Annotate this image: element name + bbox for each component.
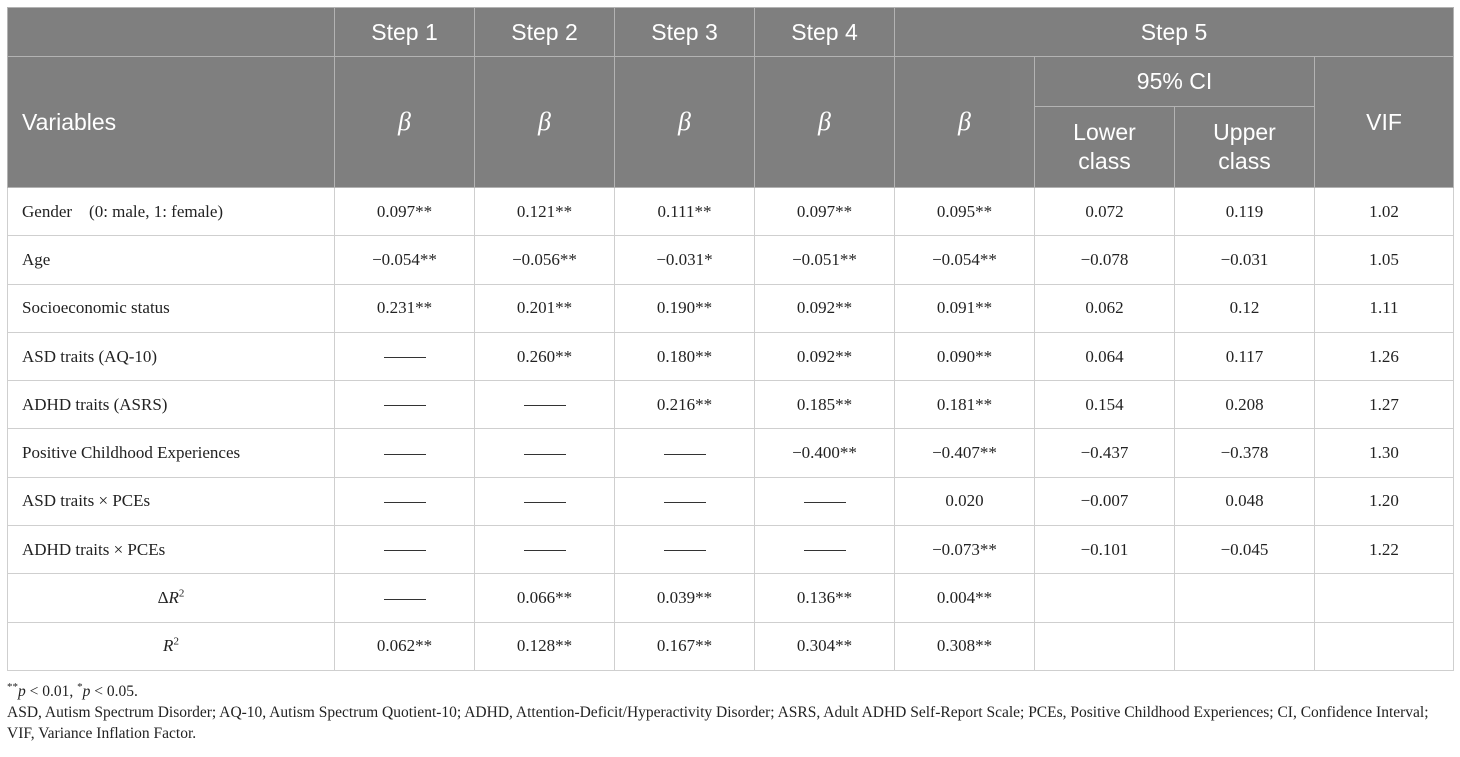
cell-ci-lower: 0.062: [1035, 284, 1175, 332]
note-single-star: *: [77, 680, 83, 693]
table-row: [8, 477, 1454, 525]
cell-vif: 1.11: [1315, 284, 1454, 332]
note-p: p: [18, 682, 26, 700]
cell-step3: 0.039**: [615, 574, 755, 622]
cell-step5: 0.181**: [895, 381, 1035, 429]
cell-vif-blank: [1315, 574, 1454, 622]
cell-step1-empty: [335, 381, 475, 429]
cell-step5: 0.095**: [895, 188, 1035, 236]
header-step2: Step 2: [475, 8, 615, 57]
header-step5: Step 5: [895, 8, 1454, 57]
cell-step5: 0.308**: [895, 622, 1035, 670]
significance-note: [7, 681, 1453, 702]
empty-dash: [804, 550, 846, 551]
row-label: Gender (0: male, 1: female): [8, 188, 335, 236]
header-upper-class: [1175, 107, 1315, 188]
cell-ci-upper-blank: [1175, 622, 1315, 670]
header-vif: VIF: [1315, 57, 1454, 188]
r-variable: R: [168, 588, 179, 608]
cell-step4-empty: [755, 477, 895, 525]
cell-vif-blank: [1315, 622, 1454, 670]
cell-step2-empty: [475, 477, 615, 525]
empty-dash: [664, 502, 706, 503]
header-step1: Step 1: [335, 8, 475, 57]
table-row: [8, 332, 1454, 380]
table-body: [8, 188, 1454, 671]
cell-step3-empty: [615, 477, 755, 525]
cell-step2-empty: [475, 526, 615, 574]
cell-step5: −0.407**: [895, 429, 1035, 477]
header-upper-line2: class: [1218, 148, 1271, 174]
header-step4: Step 4: [755, 8, 895, 57]
cell-ci-upper-blank: [1175, 574, 1315, 622]
cell-step3: 0.167**: [615, 622, 755, 670]
cell-step4: 0.136**: [755, 574, 895, 622]
abbreviations-note: ASD, Autism Spectrum Disorder; AQ-10, Autism Spectrum Quotient-10; ADHD, Attention-Deficit/Hyperactivity Disorder; ASRS, Adult ADHD Self-Report Scale; PCEs, Positive Childhood Experiences; CI, Confidence Interval; VIF, Variance Inflation Factor.: [7, 703, 1429, 742]
cell-step1-empty: [335, 332, 475, 380]
cell-ci-upper: 0.048: [1175, 477, 1315, 525]
cell-step5: 0.090**: [895, 332, 1035, 380]
cell-step2: 0.128**: [475, 622, 615, 670]
table-header: [8, 8, 1454, 188]
cell-step4: 0.097**: [755, 188, 895, 236]
cell-step1-empty: [335, 574, 475, 622]
empty-dash: [524, 502, 566, 503]
cell-step4: −0.400**: [755, 429, 895, 477]
cell-vif: 1.02: [1315, 188, 1454, 236]
cell-step1: 0.097**: [335, 188, 475, 236]
header-lower-class: [1035, 107, 1175, 188]
empty-dash: [664, 454, 706, 455]
empty-dash: [384, 599, 426, 600]
table-row: [8, 429, 1454, 477]
table-row: [8, 284, 1454, 332]
cell-step3: 0.190**: [615, 284, 755, 332]
cell-step2: 0.121**: [475, 188, 615, 236]
cell-ci-lower: 0.064: [1035, 332, 1175, 380]
cell-step3-empty: [615, 526, 755, 574]
cell-step4: 0.092**: [755, 284, 895, 332]
header-beta-step1: β: [335, 57, 475, 188]
regression-table: [7, 7, 1454, 671]
row-label: Socioeconomic status: [8, 284, 335, 332]
cell-step3: 0.180**: [615, 332, 755, 380]
cell-step5: 0.091**: [895, 284, 1035, 332]
r2-label: [8, 622, 335, 670]
cell-step4: 0.092**: [755, 332, 895, 380]
header-lower-line2: class: [1078, 148, 1131, 174]
header-upper-line1: Upper: [1213, 119, 1276, 145]
cell-step2: 0.201**: [475, 284, 615, 332]
row-label: Positive Childhood Experiences: [8, 429, 335, 477]
cell-ci-lower: −0.437: [1035, 429, 1175, 477]
cell-ci-upper: 0.117: [1175, 332, 1315, 380]
header-beta-step4: β: [755, 57, 895, 188]
empty-dash: [384, 357, 426, 358]
cell-step5: 0.020: [895, 477, 1035, 525]
note-threshold-1: < 0.01,: [25, 682, 78, 700]
table-row: [8, 236, 1454, 284]
cell-step4-empty: [755, 526, 895, 574]
cell-step5: 0.004**: [895, 574, 1035, 622]
table-row: [8, 188, 1454, 236]
delta-r2-row: [8, 574, 1454, 622]
cell-ci-upper: 0.208: [1175, 381, 1315, 429]
empty-dash: [524, 550, 566, 551]
cell-vif: 1.22: [1315, 526, 1454, 574]
empty-dash: [384, 454, 426, 455]
delta-r2-label: [8, 574, 335, 622]
cell-step1-empty: [335, 429, 475, 477]
row-label: ADHD traits × PCEs: [8, 526, 335, 574]
header-lower-line1: Lower: [1073, 119, 1136, 145]
cell-step2: 0.260**: [475, 332, 615, 380]
cell-ci-lower-blank: [1035, 622, 1175, 670]
cell-ci-upper: −0.045: [1175, 526, 1315, 574]
cell-step5: −0.073**: [895, 526, 1035, 574]
cell-vif: 1.27: [1315, 381, 1454, 429]
delta-symbol: Δ: [157, 588, 169, 608]
empty-dash: [384, 550, 426, 551]
cell-ci-lower: −0.007: [1035, 477, 1175, 525]
row-label: ASD traits (AQ-10): [8, 332, 335, 380]
header-beta-step3: β: [615, 57, 755, 188]
superscript-2: 2: [178, 587, 185, 600]
cell-step1-empty: [335, 477, 475, 525]
header-blank-cell: [8, 8, 335, 57]
cell-step3: −0.031*: [615, 236, 755, 284]
cell-step3: 0.216**: [615, 381, 755, 429]
r2-row: [8, 622, 1454, 670]
header-beta-step2: β: [475, 57, 615, 188]
cell-ci-lower-blank: [1035, 574, 1175, 622]
empty-dash: [664, 550, 706, 551]
cell-step4: 0.304**: [755, 622, 895, 670]
header-beta-step5: β: [895, 57, 1035, 188]
cell-step3: 0.111**: [615, 188, 755, 236]
cell-step1: 0.062**: [335, 622, 475, 670]
row-label: ADHD traits (ASRS): [8, 381, 335, 429]
cell-vif: 1.20: [1315, 477, 1454, 525]
empty-dash: [524, 405, 566, 406]
cell-ci-upper: 0.119: [1175, 188, 1315, 236]
cell-step1: 0.231**: [335, 284, 475, 332]
cell-step2-empty: [475, 429, 615, 477]
note-double-star: **: [7, 680, 18, 693]
empty-dash: [524, 454, 566, 455]
cell-step2: −0.056**: [475, 236, 615, 284]
row-label: ASD traits × PCEs: [8, 477, 335, 525]
cell-ci-lower: 0.072: [1035, 188, 1175, 236]
table-row: [8, 526, 1454, 574]
cell-step1: −0.054**: [335, 236, 475, 284]
superscript-2: 2: [173, 635, 179, 648]
table-row: [8, 381, 1454, 429]
cell-ci-lower: −0.078: [1035, 236, 1175, 284]
row-label: Age: [8, 236, 335, 284]
header-step3: Step 3: [615, 8, 755, 57]
cell-ci-upper: −0.031: [1175, 236, 1315, 284]
header-95-ci: 95% CI: [1035, 57, 1315, 107]
cell-ci-lower: −0.101: [1035, 526, 1175, 574]
cell-ci-lower: 0.154: [1035, 381, 1175, 429]
cell-step4: −0.051**: [755, 236, 895, 284]
cell-step4: 0.185**: [755, 381, 895, 429]
cell-step2: 0.066**: [475, 574, 615, 622]
cell-vif: 1.26: [1315, 332, 1454, 380]
table-container: [7, 7, 1453, 744]
cell-ci-upper: −0.378: [1175, 429, 1315, 477]
cell-ci-upper: 0.12: [1175, 284, 1315, 332]
note-p: p: [82, 682, 91, 700]
empty-dash: [384, 502, 426, 503]
cell-vif: 1.30: [1315, 429, 1454, 477]
cell-vif: 1.05: [1315, 236, 1454, 284]
empty-dash: [384, 405, 426, 406]
cell-step1-empty: [335, 526, 475, 574]
empty-dash: [804, 502, 846, 503]
cell-step3-empty: [615, 429, 755, 477]
header-variables: Variables: [8, 57, 335, 188]
note-threshold-2: < 0.05.: [90, 682, 138, 700]
r-variable: R: [163, 636, 174, 656]
cell-step2-empty: [475, 381, 615, 429]
table-notes: [7, 681, 1453, 744]
cell-step5: −0.054**: [895, 236, 1035, 284]
